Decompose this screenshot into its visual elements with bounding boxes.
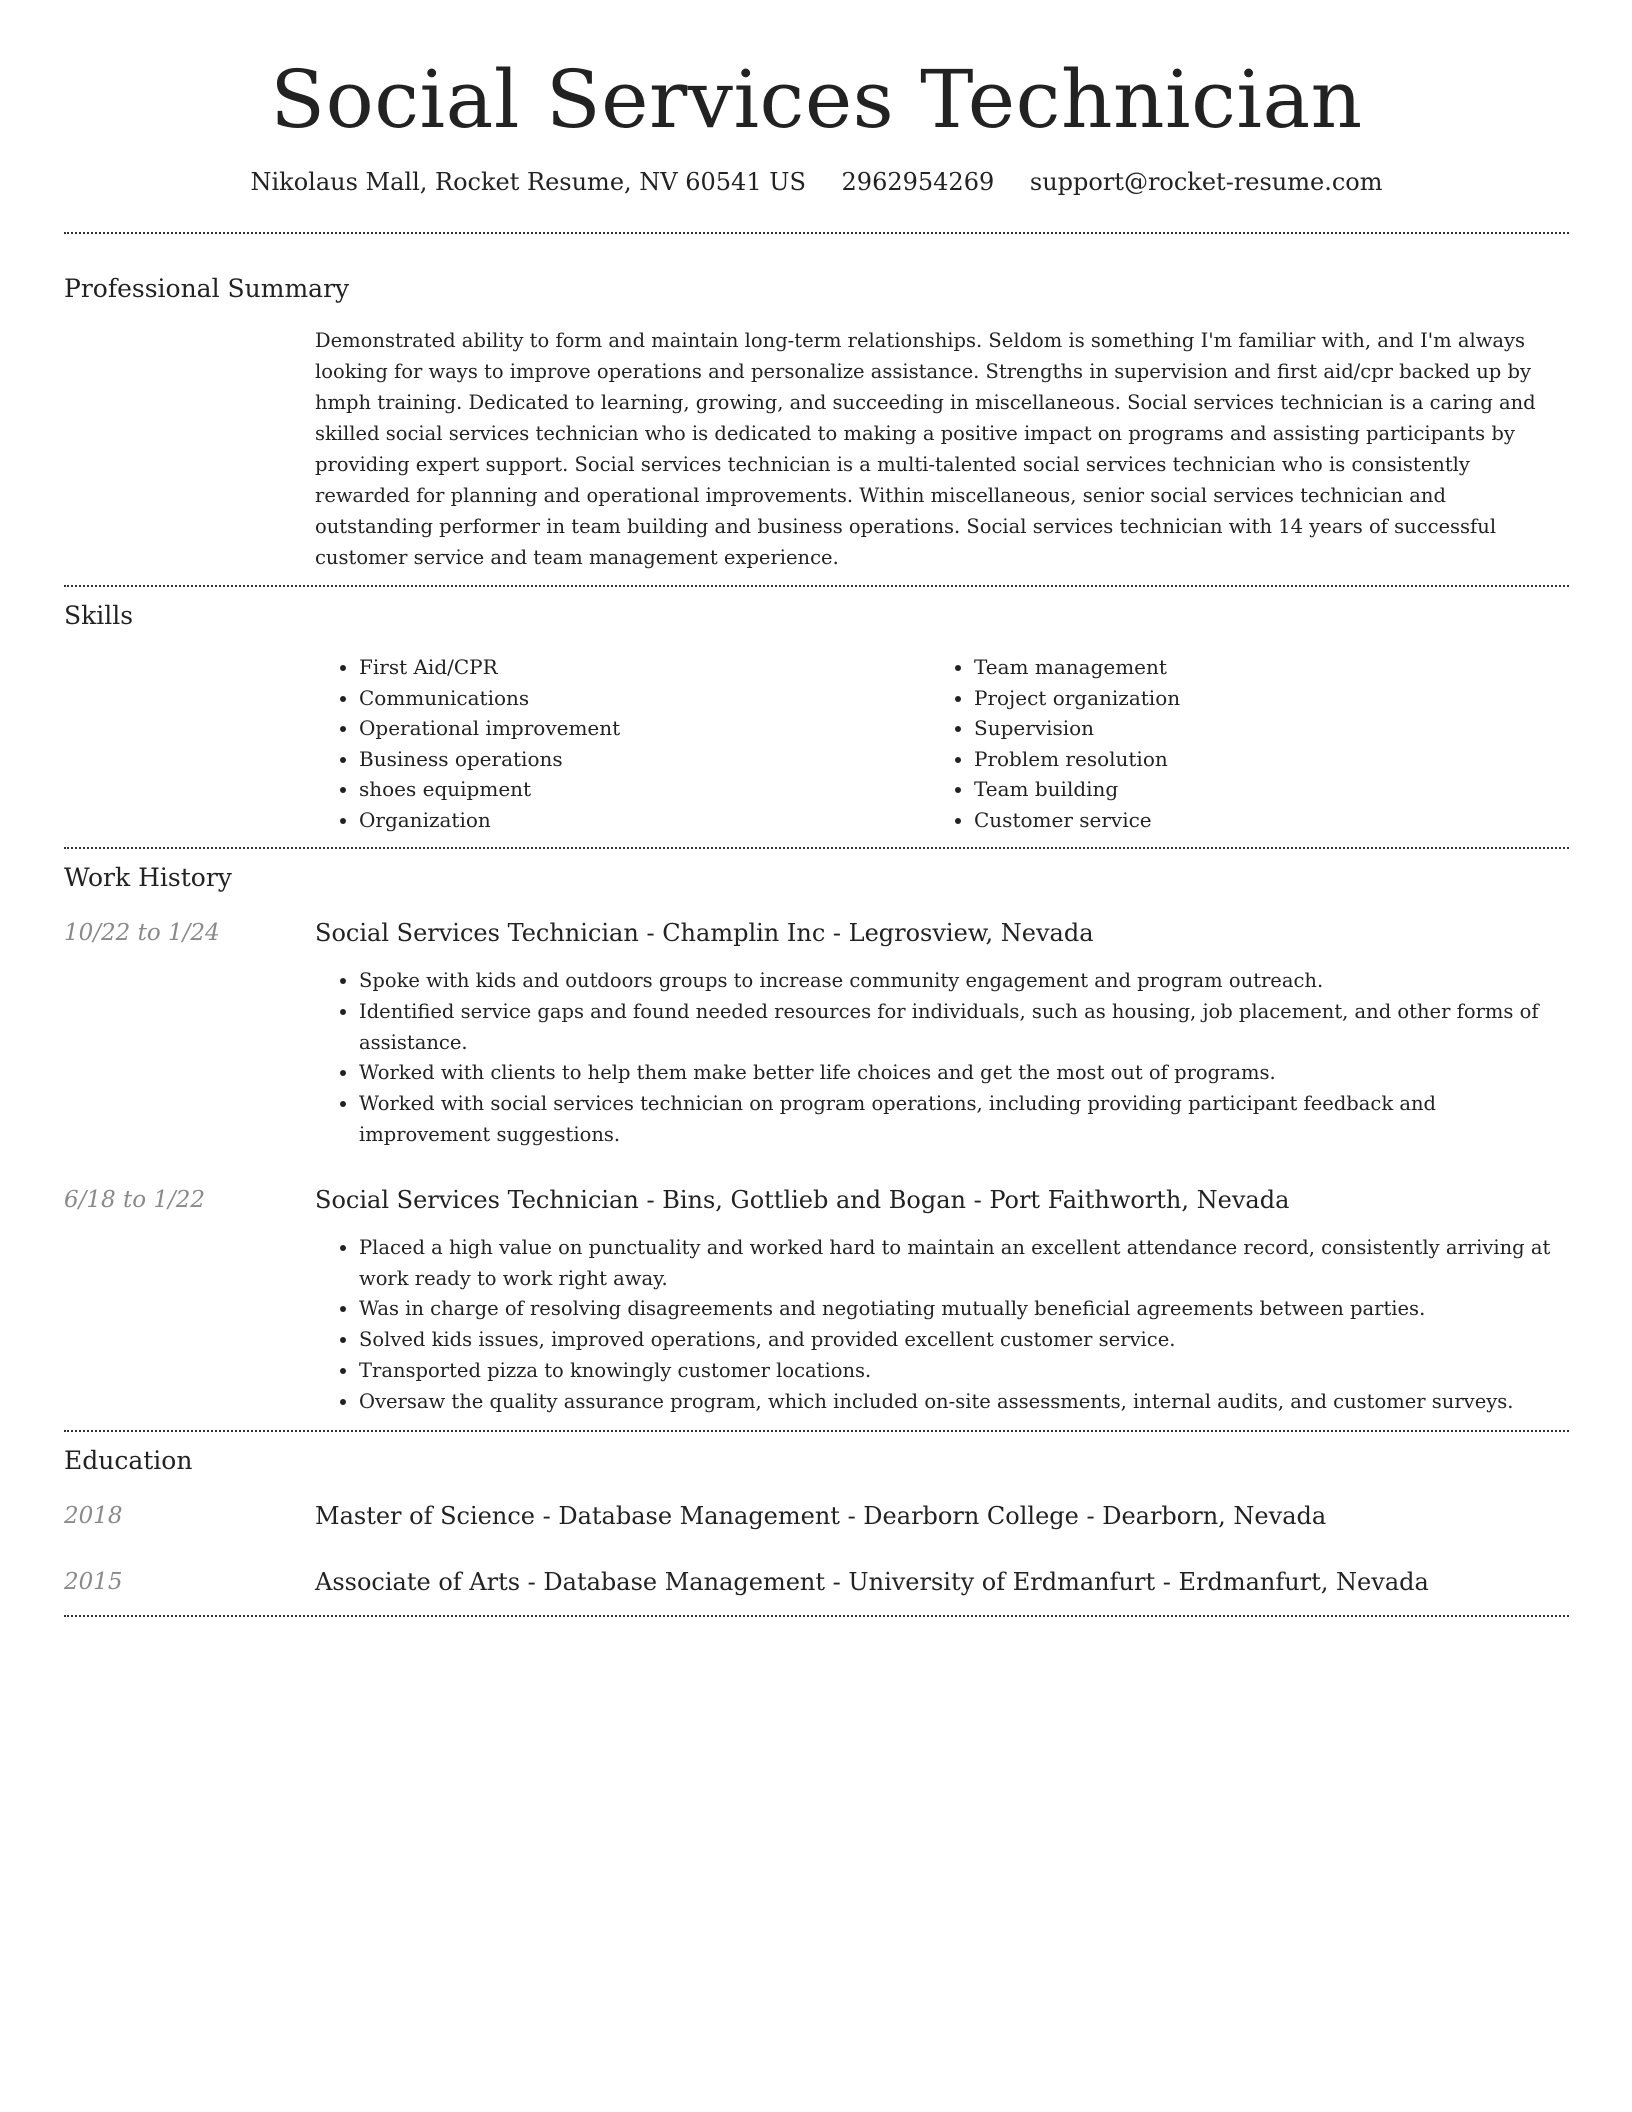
job-body <box>315 1185 1569 1418</box>
job-entry <box>64 918 1569 1151</box>
education-entry <box>64 1501 1569 1531</box>
skill-item: • Customer service <box>974 805 1545 836</box>
skills-column-left <box>315 652 930 835</box>
job-dates: 6/18 to 1/22 <box>64 1186 206 1213</box>
education-entry <box>64 1567 1569 1597</box>
job-bullets <box>315 966 1569 1151</box>
education-heading: Education <box>64 1445 193 1475</box>
skill-item: • Communications <box>359 683 930 714</box>
skills-section <box>64 587 1569 835</box>
summary-heading: Professional Summary <box>64 274 350 303</box>
job-dates: 10/22 to 1/24 <box>64 920 220 946</box>
education-year: 2015 <box>64 1568 123 1595</box>
job-bullet: • Oversaw the quality assurance program, which included on-site assessments, internal audits, and customer surveys. <box>359 1387 1569 1418</box>
job-bullet: • Identified service gaps and found needed resources for individuals, such as housing, job placement, and other forms of assistance. <box>359 997 1569 1059</box>
education-degree: Master of Science - Database Management - Dearborn College - Dearborn, Nevada <box>315 1501 1327 1530</box>
resume-title: Social Services Technician <box>270 53 1363 146</box>
skills-heading: Skills <box>64 601 134 630</box>
resume-page <box>64 0 1569 1617</box>
contact-address: Nikolaus Mall, Rocket Resume, NV 60541 US <box>250 168 806 196</box>
job-bullet: • Was in charge of resolving disagreements and negotiating mutually beneficial agreements between parties. <box>359 1294 1569 1325</box>
job-bullets <box>315 1233 1569 1418</box>
skill-item: • Supervision <box>974 713 1545 744</box>
skill-item: • shoes equipment <box>359 774 930 805</box>
summary-text: Demonstrated ability to form and maintain long-term relationships. Seldom is something I'm familiar with, and I'm always looking for ways to improve operations and personalize assistance. Strengths in supervision and first aid/cpr backed up by hmph training. Dedicated to learning, growing, and succeeding in miscellaneous. Social services technician is a caring and skilled social services technician who is dedicated to making a positive impact on programs and assisting participants by providing expert support. Social services technician is a multi-talented social services technician who is consistently rewarded for planning and operational improvements. Within miscellaneous, senior social services technician and outstanding performer in team building and business operations. Social services technician with 14 years of successful customer service and team management experience. <box>315 329 1536 569</box>
skill-item: • Team management <box>974 652 1545 683</box>
work-history-heading: Work History <box>64 863 232 892</box>
job-bullet: • Spoke with kids and outdoors groups to increase community engagement and program outreach. <box>359 966 1569 997</box>
contact-email: support@rocket-resume.com <box>1029 168 1383 196</box>
job-bullet: • Worked with social services technician on program operations, including providing participant feedback and improvement suggestions. <box>359 1089 1569 1151</box>
skill-item: • Project organization <box>974 683 1545 714</box>
education-degree: Associate of Arts - Database Management - University of Erdmanfurt - Erdmanfurt, Nevada <box>315 1567 1429 1596</box>
skill-item: • Team building <box>974 774 1545 805</box>
section-divider <box>64 1615 1569 1617</box>
education-section <box>64 1432 1569 1615</box>
skill-item: • Business operations <box>359 744 930 775</box>
job-bullet: • Solved kids issues, improved operations, and provided excellent customer service. <box>359 1325 1569 1356</box>
skill-item: • Organization <box>359 805 930 836</box>
skills-column-right <box>930 652 1545 835</box>
skills-grid <box>315 652 1569 835</box>
summary-section <box>64 274 1569 573</box>
job-title: Social Services Technician - Bins, Gottlieb and Bogan - Port Faithworth, Nevada <box>315 1185 1290 1214</box>
skill-item: • Problem resolution <box>974 744 1545 775</box>
job-bullet: • Transported pizza to knowingly customer locations. <box>359 1356 1569 1387</box>
contact-phone: 2962954269 <box>841 168 995 196</box>
job-body <box>315 918 1569 1151</box>
job-bullet: • Worked with clients to help them make better life choices and get the most out of programs. <box>359 1058 1569 1089</box>
job-title: Social Services Technician - Champlin Inc - Legrosview, Nevada <box>315 919 1094 947</box>
section-divider <box>64 232 1569 234</box>
job-bullet: • Placed a high value on punctuality and worked hard to maintain an excellent attendance record, consistently arriving at work ready to work right away. <box>359 1233 1569 1295</box>
job-entry <box>64 1185 1569 1418</box>
work-history-section <box>64 849 1569 1430</box>
skill-item: • Operational improvement <box>359 713 930 744</box>
contact-info <box>64 168 1569 196</box>
education-year: 2018 <box>64 1502 123 1529</box>
skill-item: • First Aid/CPR <box>359 652 930 683</box>
